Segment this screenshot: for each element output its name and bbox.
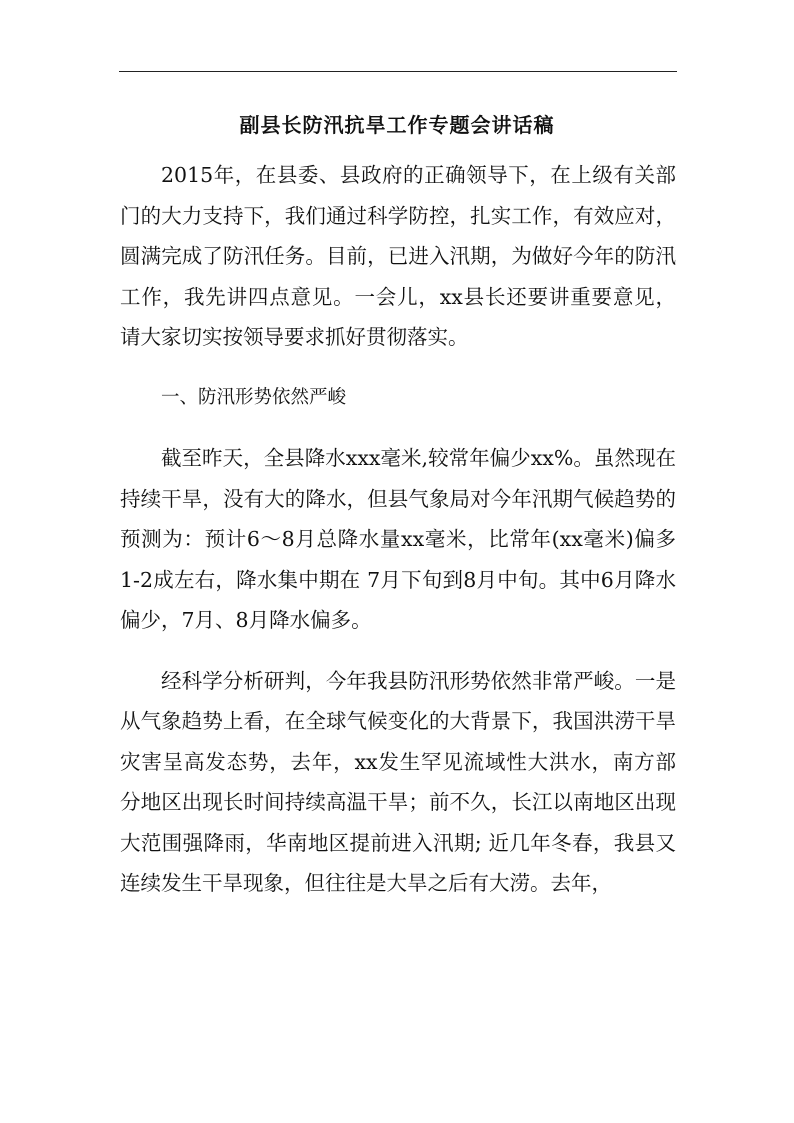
paragraph-analysis: 经科学分析研判，今年我县防汛形势依然非常严峻。一是从气象趋势上看，在全球气候变化的大背景下，我国洪涝干旱灾害呈高发态势，去年，xx发生罕见流域性大洪水，南方部分地区出现长时间持续高温干旱；前不久，长江以南地区出现大范围强降雨，华南地区提前进入汛期; 近几年冬春，我县又连续发生干旱现象，但往往是大旱之后有大涝。去年，: [120, 668, 676, 895]
document-body: [120, 155, 676, 904]
section-heading-text: 一、防汛形势依然严峻: [161, 386, 347, 408]
section-heading-1: [120, 378, 676, 419]
paragraph-rainfall: 截至昨天，全县降水xxx毫米,较常年偏少xx%。虽然现在持续干旱，没有大的降水，但县气象局对今年汛期气候趋势的预测为：预计6～8月总降水量xx毫米，比常年(xx毫米)偏多1-2成左右，降水集中期在 7月下旬到8月中旬。其中6月降水偏少，7月、8月降水偏多。: [120, 446, 676, 632]
document-title: 副县长防汛抗旱工作专题会讲话稿: [239, 113, 555, 137]
paragraph-intro: 2015年，在县委、县政府的正确领导下，在上级有关部门的大力支持下，我们通过科学防控，扎实工作，有效应对，圆满完成了防汛任务。目前，已进入汛期，为做好今年的防汛工作，我先讲四点意见。一会儿，xx县长还要讲重要意见，请大家切实按领导要求抓好贯彻落实。: [120, 163, 676, 349]
header-rule: [119, 71, 677, 72]
